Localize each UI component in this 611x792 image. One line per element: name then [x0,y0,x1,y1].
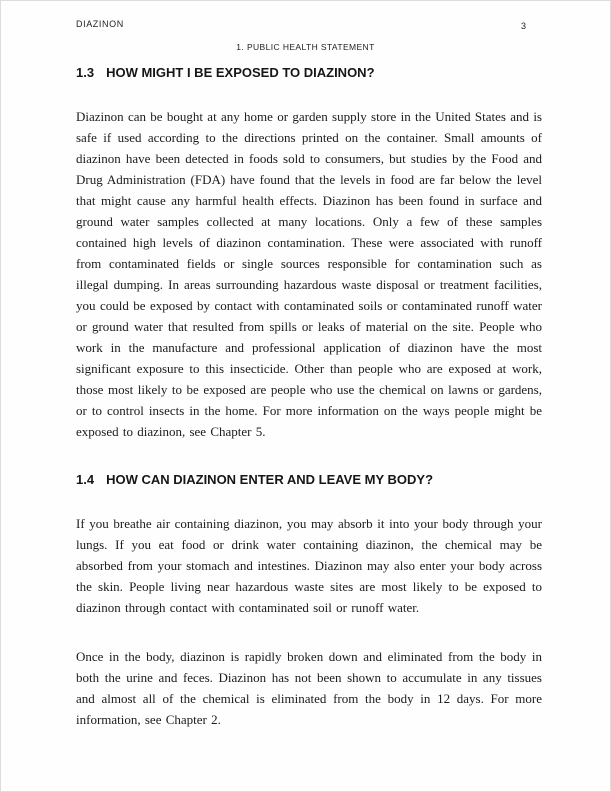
chapter-header: 1. PUBLIC HEALTH STATEMENT [236,42,375,52]
section-number: 1.4 [76,472,95,487]
section-number: 1.3 [76,65,95,80]
paragraph-exposure: Diazinon can be bought at any home or garden supply store in the United States and is safe if used according to the directions printed on the container. Small amounts of diazinon have been detected in foods sold to consumers, but studies by the Food and Drug Administration (FDA) have found that the levels in food are far below the level that might cause any harmful health effects. Diazinon has been found in surface and ground water samples collected at many locations. Only a few of these samples contained high levels of diazinon contamination. These were associated with runoff from contaminated fields or single sources responsible for contamination such as illegal dumping. In areas surrounding hazardous waste disposal or treatment facilities, you could be exposed by contact with contaminated soils or contaminated runoff water or ground water that resulted from spills or leaks of material on the site. People who work in the manufacture and professional application of diazinon have the most significant exposure to this insecticide. Other than people who are exposed at work, those most likely to be exposed are people who use the chemical on lawns or gardens, or to control insects in the home. For more information on the ways people might be exposed to diazinon, see Chapter 5. [76,109,542,439]
page-content [76,65,542,730]
page-number: 3 [520,21,526,31]
section-heading-1-4 [76,472,542,487]
paragraph-leave-body: Once in the body, diazinon is rapidly broken down and eliminated from the body in both the urine and feces. Diazinon has not been shown to accumulate in any tissues and almost all of the chemical is eliminated from the body in 12 days. For more information, see Chapter 2. [76,649,542,727]
section-title: HOW MIGHT I BE EXPOSED TO DIAZINON? [106,65,375,80]
section-title: HOW CAN DIAZINON ENTER AND LEAVE MY BODY? [106,472,434,487]
running-header: DIAZINON [76,19,124,29]
section-heading-1-3 [76,65,542,80]
paragraph-enter-body: If you breathe air containing diazinon, you may absorb it into your body through your lungs. If you eat food or drink water containing diazinon, the chemical may be absorbed from your stomach and intestines. Diazinon may also enter your body across the skin. People living near hazardous waste sites are most likely to be exposed to diazinon through contact with contaminated soil or runoff water. [76,516,542,615]
